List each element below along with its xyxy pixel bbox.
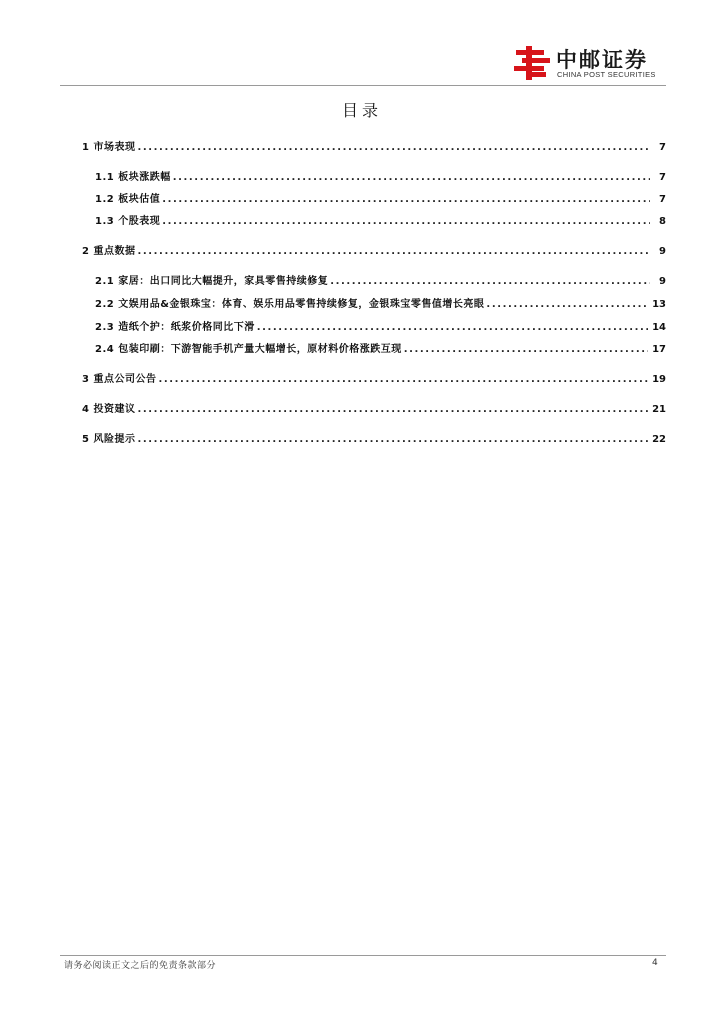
toc-leader-dots [158, 372, 648, 388]
toc-entry-page: 9 [659, 246, 666, 257]
toc-entry-page: 9 [659, 276, 666, 287]
toc-title: 目录 [341, 101, 382, 120]
toc-entry[interactable] [95, 170, 666, 186]
china-post-logo-icon [512, 44, 552, 82]
toc-entry[interactable] [95, 342, 666, 358]
toc-entry-page: 14 [652, 322, 666, 333]
toc-entry[interactable] [82, 432, 666, 448]
toc-entry-page: 17 [652, 344, 666, 355]
toc-leader-dots [137, 244, 650, 260]
toc-entry-page: 19 [652, 374, 666, 385]
toc-entry-page: 8 [659, 216, 666, 227]
toc-leader-dots [486, 297, 648, 313]
toc-entry-page: 7 [659, 172, 666, 183]
toc-entry-label: 3 重点公司公告 [82, 374, 157, 385]
toc-leader-dots [404, 342, 648, 358]
toc-entry-page: 21 [652, 404, 666, 415]
toc-entry-label: 1.2 板块估值 [95, 194, 161, 205]
toc-leader-dots [137, 402, 648, 418]
toc-entry-page: 22 [652, 434, 666, 445]
toc-entry-label: 2.3 造纸个护：纸浆价格同比下滑 [95, 322, 255, 333]
toc-entry-label: 2.1 家居：出口同比大幅提升，家具零售持续修复 [95, 276, 329, 287]
footer-page-number: 4 [652, 958, 658, 968]
toc-entry[interactable] [95, 192, 666, 208]
toc-entry[interactable] [95, 214, 666, 230]
toc-entry-page: 7 [659, 194, 666, 205]
toc-entry-page: 13 [652, 299, 666, 310]
toc-leader-dots [257, 320, 648, 336]
toc-entry-label: 1.3 个股表现 [95, 216, 161, 227]
toc-leader-dots [330, 274, 650, 290]
toc-entry-label: 1.1 板块涨跌幅 [95, 172, 171, 183]
toc-entry[interactable] [95, 297, 666, 313]
logo-chinese-name: 中邮证券 [556, 48, 648, 72]
logo-english-name: CHINA POST SECURITIES [557, 70, 656, 79]
toc-entry-label: 5 风险提示 [82, 434, 136, 445]
toc-leader-dots [137, 140, 650, 156]
toc-entry[interactable] [82, 372, 666, 388]
toc-entry-label: 2 重点数据 [82, 246, 136, 257]
footer-divider [60, 955, 666, 956]
footer-disclaimer: 请务必阅读正文之后的免责条款部分 [64, 961, 217, 971]
toc-entry[interactable] [82, 140, 666, 156]
toc-entry[interactable] [95, 320, 666, 336]
toc-entry[interactable] [95, 274, 666, 290]
toc-entry-page: 7 [659, 142, 666, 153]
toc-leader-dots [137, 432, 648, 448]
toc-entry[interactable] [82, 402, 666, 418]
toc-leader-dots [162, 214, 650, 230]
toc-entry-label: 4 投资建议 [82, 404, 136, 415]
toc-entry-label: 2.2 文娱用品&金银珠宝：体育、娱乐用品零售持续修复，金银珠宝零售值增长亮眼 [95, 299, 485, 310]
toc-leader-dots [162, 192, 650, 208]
toc-entry-label: 2.4 包装印刷：下游智能手机产量大幅增长，原材料价格涨跌互现 [95, 344, 402, 355]
toc-leader-dots [173, 170, 650, 186]
company-logo [512, 42, 670, 84]
header-divider [60, 85, 666, 86]
toc-entry-label: 1 市场表现 [82, 142, 136, 153]
toc-entry[interactable] [82, 244, 666, 260]
